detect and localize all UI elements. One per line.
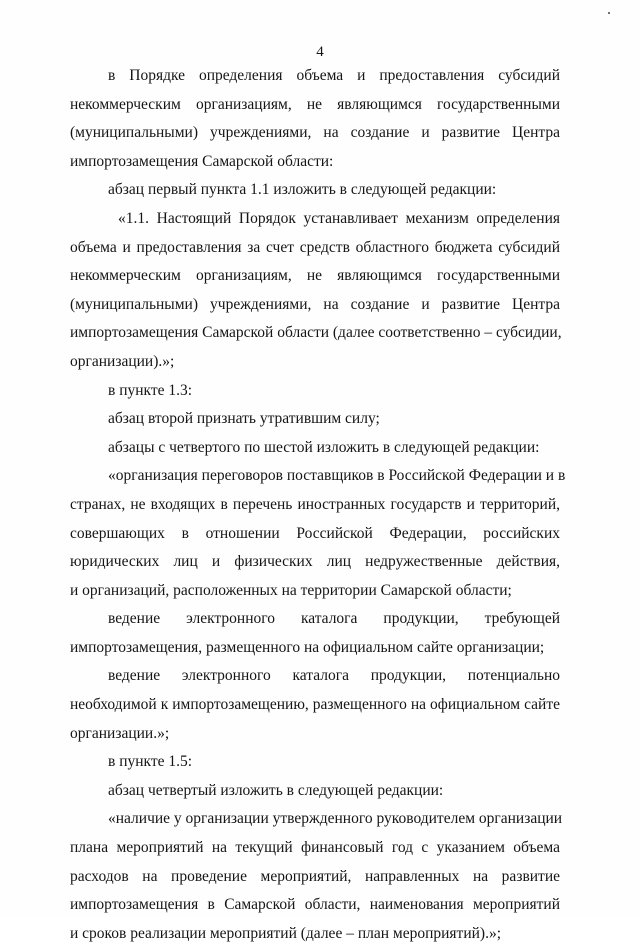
text-line: в пункте 1.3: <box>108 381 193 399</box>
text-line: объема и предоставления за счет средств областного бюджета субсидий <box>70 238 560 256</box>
text-line: странах, не входящих в перечень иностранных государств и территорий, <box>70 495 560 513</box>
text-line: совершающих в отношении Российской Федерации, российских <box>70 524 560 542</box>
text-line: (муниципальными) учреждениями, на создание и развитие Центра <box>70 295 560 313</box>
paragraph-event-plan <box>70 805 563 948</box>
text-line: «1.1. Настоящий Порядок устанавливает механизм определения <box>118 209 560 227</box>
text-line: организации.»; <box>70 724 170 742</box>
text-line: «наличие у организации утвержденного руководителем организации <box>108 810 563 828</box>
text-line: плана мероприятий на текущий финансовый год с указанием объема <box>70 839 560 857</box>
text-line: абзацы с четвертого по шестой изложить в следующей редакции: <box>108 438 540 456</box>
text-line: «организация переговоров поставщиков в Российской Федерации и в <box>108 467 566 485</box>
text-line: импортозамещения Самарской области: <box>70 152 334 170</box>
paragraph-clause-1-5 <box>70 748 560 777</box>
paragraph-negotiations <box>70 462 566 605</box>
document-body <box>70 62 566 948</box>
paragraph-amend-intro <box>70 62 560 176</box>
page-number: 4 <box>316 44 324 60</box>
text-line: абзац первый пункта 1.1 изложить в следующей редакции: <box>108 181 497 199</box>
text-line: в пункте 1.5: <box>108 753 193 771</box>
paragraph-abzac-4-instruction <box>70 777 560 806</box>
text-line: импортозамещения в Самарской области, наименования мероприятий <box>70 896 560 914</box>
text-line: ведение электронного каталога продукции, требующей <box>108 610 560 628</box>
text-line: в Порядке определения объема и предоставления субсидий <box>108 67 560 84</box>
paragraph-catalog-potential <box>70 662 560 748</box>
text-line: некоммерческим организациям, не являющимся государственными <box>70 95 560 113</box>
text-line: и сроков реализации мероприятий (далее – план мероприятий).»; <box>70 924 502 942</box>
paragraph-abzac-4-6-instruction <box>70 434 560 463</box>
text-line: (муниципальными) учреждениями, на создание и развитие Центра <box>70 124 560 142</box>
paragraph-clause-1-1-text <box>70 205 560 377</box>
text-line: импортозамещения, размещенного на официальном сайте организации; <box>70 638 545 656</box>
text-line: ведение электронного каталога продукции, потенциально <box>108 667 560 685</box>
text-line: и организаций, расположенных на территории Самарской области; <box>70 581 512 599</box>
text-line: импортозамещения Самарской области (далее соответственно – субсидии, <box>70 324 562 342</box>
paragraph-clause-1-3 <box>70 377 560 406</box>
text-line: юридических лиц и физических лиц недружественные действия, <box>70 553 560 571</box>
paragraph-abzac-2 <box>70 405 560 434</box>
text-line: необходимой к импортозамещению, размещенного на официальном сайте <box>70 696 560 714</box>
text-line: абзац четвертый изложить в следующей редакции: <box>108 781 444 799</box>
scan-speck <box>608 12 610 14</box>
text-line: расходов на проведение мероприятий, направленных на развитие <box>70 867 560 885</box>
paragraph-catalog-required <box>70 605 560 662</box>
paragraph-clause-1-1-instruction <box>70 176 560 205</box>
text-line: организации).»; <box>70 352 175 370</box>
text-line: некоммерческим организациям, не являющимся государственными <box>70 267 560 285</box>
text-line: абзац второй признать утратившим силу; <box>108 410 380 428</box>
